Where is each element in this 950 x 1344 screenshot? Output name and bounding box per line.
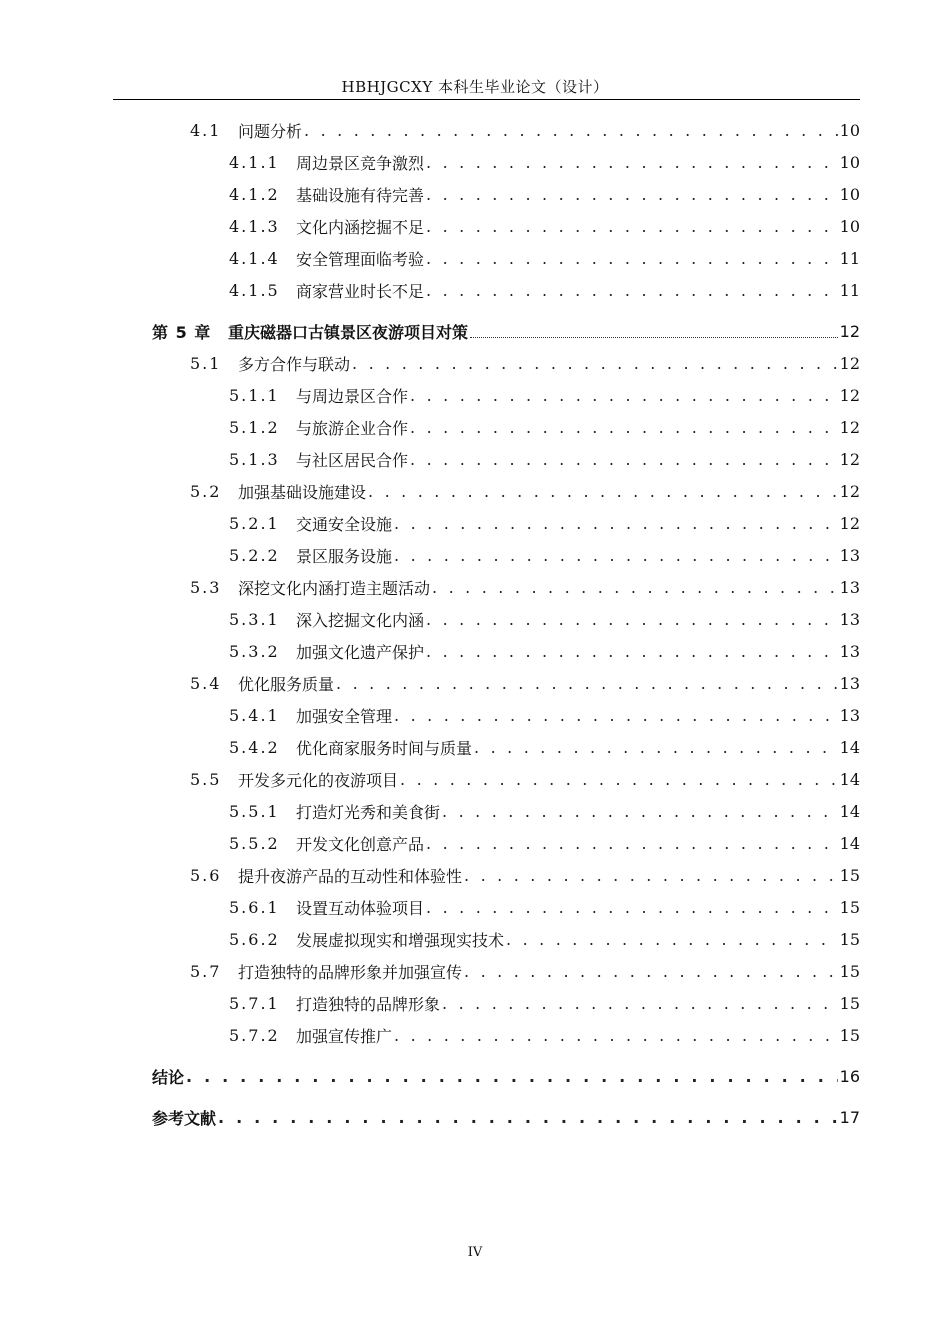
toc-entry-page: 16 (839, 1066, 860, 1086)
toc-entry-number: 4.1.2 (229, 184, 280, 204)
toc-entry-title: 提升夜游产品的互动性和体验性 (238, 866, 463, 886)
toc-leader-dots (352, 354, 838, 373)
header-divider (113, 99, 860, 100)
toc-entry-title: 优化服务质量 (238, 674, 335, 694)
toc-leader-dots (304, 121, 838, 140)
toc-leader-dots (426, 610, 838, 629)
toc-leader-dots (426, 249, 838, 268)
toc-entry-page: 15 (839, 929, 860, 949)
toc-entry[interactable] (229, 443, 860, 475)
toc-entry-title: 深挖文化内涵打造主题活动 (238, 578, 431, 598)
toc-leader-dots (506, 930, 838, 949)
toc-leader-dots (426, 642, 838, 661)
toc-entry[interactable] (229, 731, 860, 763)
toc-entry-title: 加强宣传推广 (296, 1026, 393, 1046)
toc-entry-page: 15 (839, 865, 860, 885)
toc-entry[interactable] (229, 274, 860, 306)
toc-entry-title: 优化商家服务时间与质量 (296, 738, 473, 758)
toc-entry-number: 4.1.5 (229, 280, 280, 300)
toc-entry-number: 5.7 (190, 961, 222, 981)
toc-entry-title: 结论 (152, 1067, 185, 1087)
toc-leader-dots (218, 1108, 838, 1127)
toc-entry-title: 发展虚拟现实和增强现实技术 (296, 930, 505, 950)
toc-entry-title: 周边景区竞争激烈 (296, 153, 425, 173)
toc-leader-dots (368, 482, 838, 501)
toc-entry-title: 打造独特的品牌形象 (296, 994, 441, 1014)
toc-entry-title: 开发多元化的夜游项目 (238, 770, 399, 790)
toc-entry-title: 打造灯光秀和美食街 (296, 802, 441, 822)
page-number: IV (467, 1245, 483, 1260)
toc-entry[interactable] (190, 347, 860, 379)
toc-entry-page: 12 (839, 385, 860, 405)
toc-entry-page: 10 (839, 216, 860, 236)
toc-entry-number: 4.1.4 (229, 248, 280, 268)
toc-leader-dots (442, 802, 838, 821)
toc-leader-dots (394, 1026, 838, 1045)
toc-entry-title: 商家营业时长不足 (296, 281, 425, 301)
toc-entry-number: 4.1.1 (229, 152, 280, 172)
toc-entry[interactable] (190, 475, 860, 507)
toc-entry[interactable] (190, 763, 860, 795)
toc-entry[interactable] (229, 795, 860, 827)
toc-leader-dots (410, 450, 838, 469)
toc-entry-number: 5.5.2 (229, 833, 280, 853)
toc-entry-title: 文化内涵挖掘不足 (296, 217, 425, 237)
toc-entry-page: 11 (839, 280, 860, 300)
toc-leader-dots (426, 834, 838, 853)
toc-entry[interactable] (229, 146, 860, 178)
toc-entry-number: 5.6.2 (229, 929, 280, 949)
toc-entry-page: 12 (839, 513, 860, 533)
toc-entry-number: 5.2 (190, 481, 222, 501)
toc-entry-page: 15 (839, 1025, 860, 1045)
toc-entry-number: 5.6.1 (229, 897, 280, 917)
toc-entry-page: 13 (839, 641, 860, 661)
toc-entry-page: 13 (839, 577, 860, 597)
toc-entry[interactable] (229, 178, 860, 210)
toc-entry-page: 17 (839, 1107, 860, 1127)
toc-entry[interactable] (229, 635, 860, 667)
toc-entry-number: 5.2.1 (229, 513, 280, 533)
toc-entry-title: 问题分析 (238, 121, 303, 141)
toc-leader-dots (474, 738, 838, 757)
toc-entry-number: 5.7.2 (229, 1025, 280, 1045)
toc-entry-page: 14 (839, 769, 860, 789)
toc-entry[interactable] (229, 699, 860, 731)
toc-entry-title: 与旅游企业合作 (296, 418, 409, 438)
toc-entry[interactable] (229, 923, 860, 955)
toc-entry-number: 第 5 章 (152, 322, 212, 342)
toc-entry-page: 11 (839, 248, 860, 268)
toc-entry-title: 安全管理面临考验 (296, 249, 425, 269)
toc-entry-number: 5.3.2 (229, 641, 280, 661)
toc-entry-number: 5.1.3 (229, 449, 280, 469)
toc-entry-title: 交通安全设施 (296, 514, 393, 534)
toc-entry-title: 加强基础设施建设 (238, 482, 367, 502)
toc-leader-dots (426, 281, 838, 300)
toc-entry-page: 14 (839, 737, 860, 757)
toc-entry-page: 13 (839, 673, 860, 693)
toc-entry-title: 基础设施有待完善 (296, 185, 425, 205)
toc-leader-dots (442, 994, 838, 1013)
toc-leader-dots (426, 185, 838, 204)
toc-entry-title: 加强文化遗产保护 (296, 642, 425, 662)
toc-leader-dots (410, 418, 838, 437)
toc-entry[interactable] (229, 507, 860, 539)
toc-entry[interactable] (229, 603, 860, 635)
toc-entry[interactable] (229, 379, 860, 411)
toc-entry-title: 与社区居民合作 (296, 450, 409, 470)
toc-entry-title: 多方合作与联动 (238, 354, 351, 374)
toc-entry[interactable] (190, 955, 860, 987)
toc-entry-title: 设置互动体验项目 (296, 898, 425, 918)
toc-entry[interactable] (229, 539, 860, 571)
toc-entry-title: 与周边景区合作 (296, 386, 409, 406)
toc-leader-dots (394, 514, 838, 533)
toc-entry-title: 重庆磁器口古镇景区夜游项目对策 (228, 322, 469, 342)
toc-entry-number: 5.1.2 (229, 417, 280, 437)
toc-entry[interactable] (229, 1019, 860, 1051)
toc-leader-dots (186, 1067, 838, 1086)
toc-entry-title: 打造独特的品牌形象并加强宣传 (238, 962, 463, 982)
toc-entry-number: 5.1.1 (229, 385, 280, 405)
toc-entry-page: 12 (839, 321, 860, 341)
toc-entry-number: 5.4 (190, 673, 222, 693)
toc-entry-page: 13 (839, 609, 860, 629)
toc-leader-dots (426, 217, 838, 236)
toc-entry[interactable] (190, 667, 860, 699)
toc-entry-title: 参考文献 (152, 1108, 217, 1128)
toc-entry-title: 开发文化创意产品 (296, 834, 425, 854)
toc-entry[interactable] (229, 987, 860, 1019)
toc-leader-dots (400, 770, 838, 789)
toc-entry-page: 10 (839, 152, 860, 172)
toc-leader-dots (470, 337, 838, 338)
toc-entry-number: 5.4.2 (229, 737, 280, 757)
toc-entry-page: 12 (839, 417, 860, 437)
toc-entry-page: 12 (839, 481, 860, 501)
toc-entry-page: 14 (839, 833, 860, 853)
toc-entry-number: 5.7.1 (229, 993, 280, 1013)
toc-entry-number: 4.1 (190, 120, 222, 140)
toc-entry-page: 13 (839, 545, 860, 565)
toc-entry[interactable] (229, 411, 860, 443)
toc-entry[interactable] (152, 1101, 860, 1133)
toc-entry[interactable] (229, 827, 860, 859)
toc-leader-dots (426, 153, 838, 172)
toc-entry-title: 景区服务设施 (296, 546, 393, 566)
toc-entry-page: 15 (839, 961, 860, 981)
toc-entry-page: 10 (839, 184, 860, 204)
toc-entry-number: 5.1 (190, 353, 222, 373)
toc-entry[interactable] (229, 891, 860, 923)
toc-entry-page: 10 (839, 120, 860, 140)
toc-entry-page: 12 (839, 449, 860, 469)
toc-entry[interactable] (152, 315, 860, 347)
toc-entry-page: 12 (839, 353, 860, 373)
toc-entry-number: 5.6 (190, 865, 222, 885)
toc-entry-number: 5.5.1 (229, 801, 280, 821)
toc-entry[interactable] (190, 114, 860, 146)
toc-entry-page: 14 (839, 801, 860, 821)
toc-entry[interactable] (190, 859, 860, 891)
toc-leader-dots (432, 578, 838, 597)
toc-entry[interactable] (190, 571, 860, 603)
toc-entry-page: 15 (839, 993, 860, 1013)
toc-entry-number: 5.5 (190, 769, 222, 789)
toc-entry-page: 15 (839, 897, 860, 917)
toc-entry-number: 5.3.1 (229, 609, 280, 629)
toc-entry[interactable] (152, 1060, 860, 1092)
toc-entry-title: 深入挖掘文化内涵 (296, 610, 425, 630)
toc-entry-number: 5.4.1 (229, 705, 280, 725)
toc-leader-dots (426, 898, 838, 917)
toc-entry-number: 5.2.2 (229, 545, 280, 565)
toc-leader-dots (336, 674, 838, 693)
toc-leader-dots (410, 386, 838, 405)
toc-entry[interactable] (229, 242, 860, 274)
toc-entry-page: 13 (839, 705, 860, 725)
toc-leader-dots (464, 866, 838, 885)
toc-leader-dots (464, 962, 838, 981)
toc-entry-number: 5.3 (190, 577, 222, 597)
toc-leader-dots (394, 706, 838, 725)
toc-entry-title: 加强安全管理 (296, 706, 393, 726)
toc-entry[interactable] (229, 210, 860, 242)
toc-leader-dots (394, 546, 838, 565)
page-header: HBHJGCXY 本科生毕业论文（设计） (341, 78, 609, 96)
toc-entry-number: 4.1.3 (229, 216, 280, 236)
